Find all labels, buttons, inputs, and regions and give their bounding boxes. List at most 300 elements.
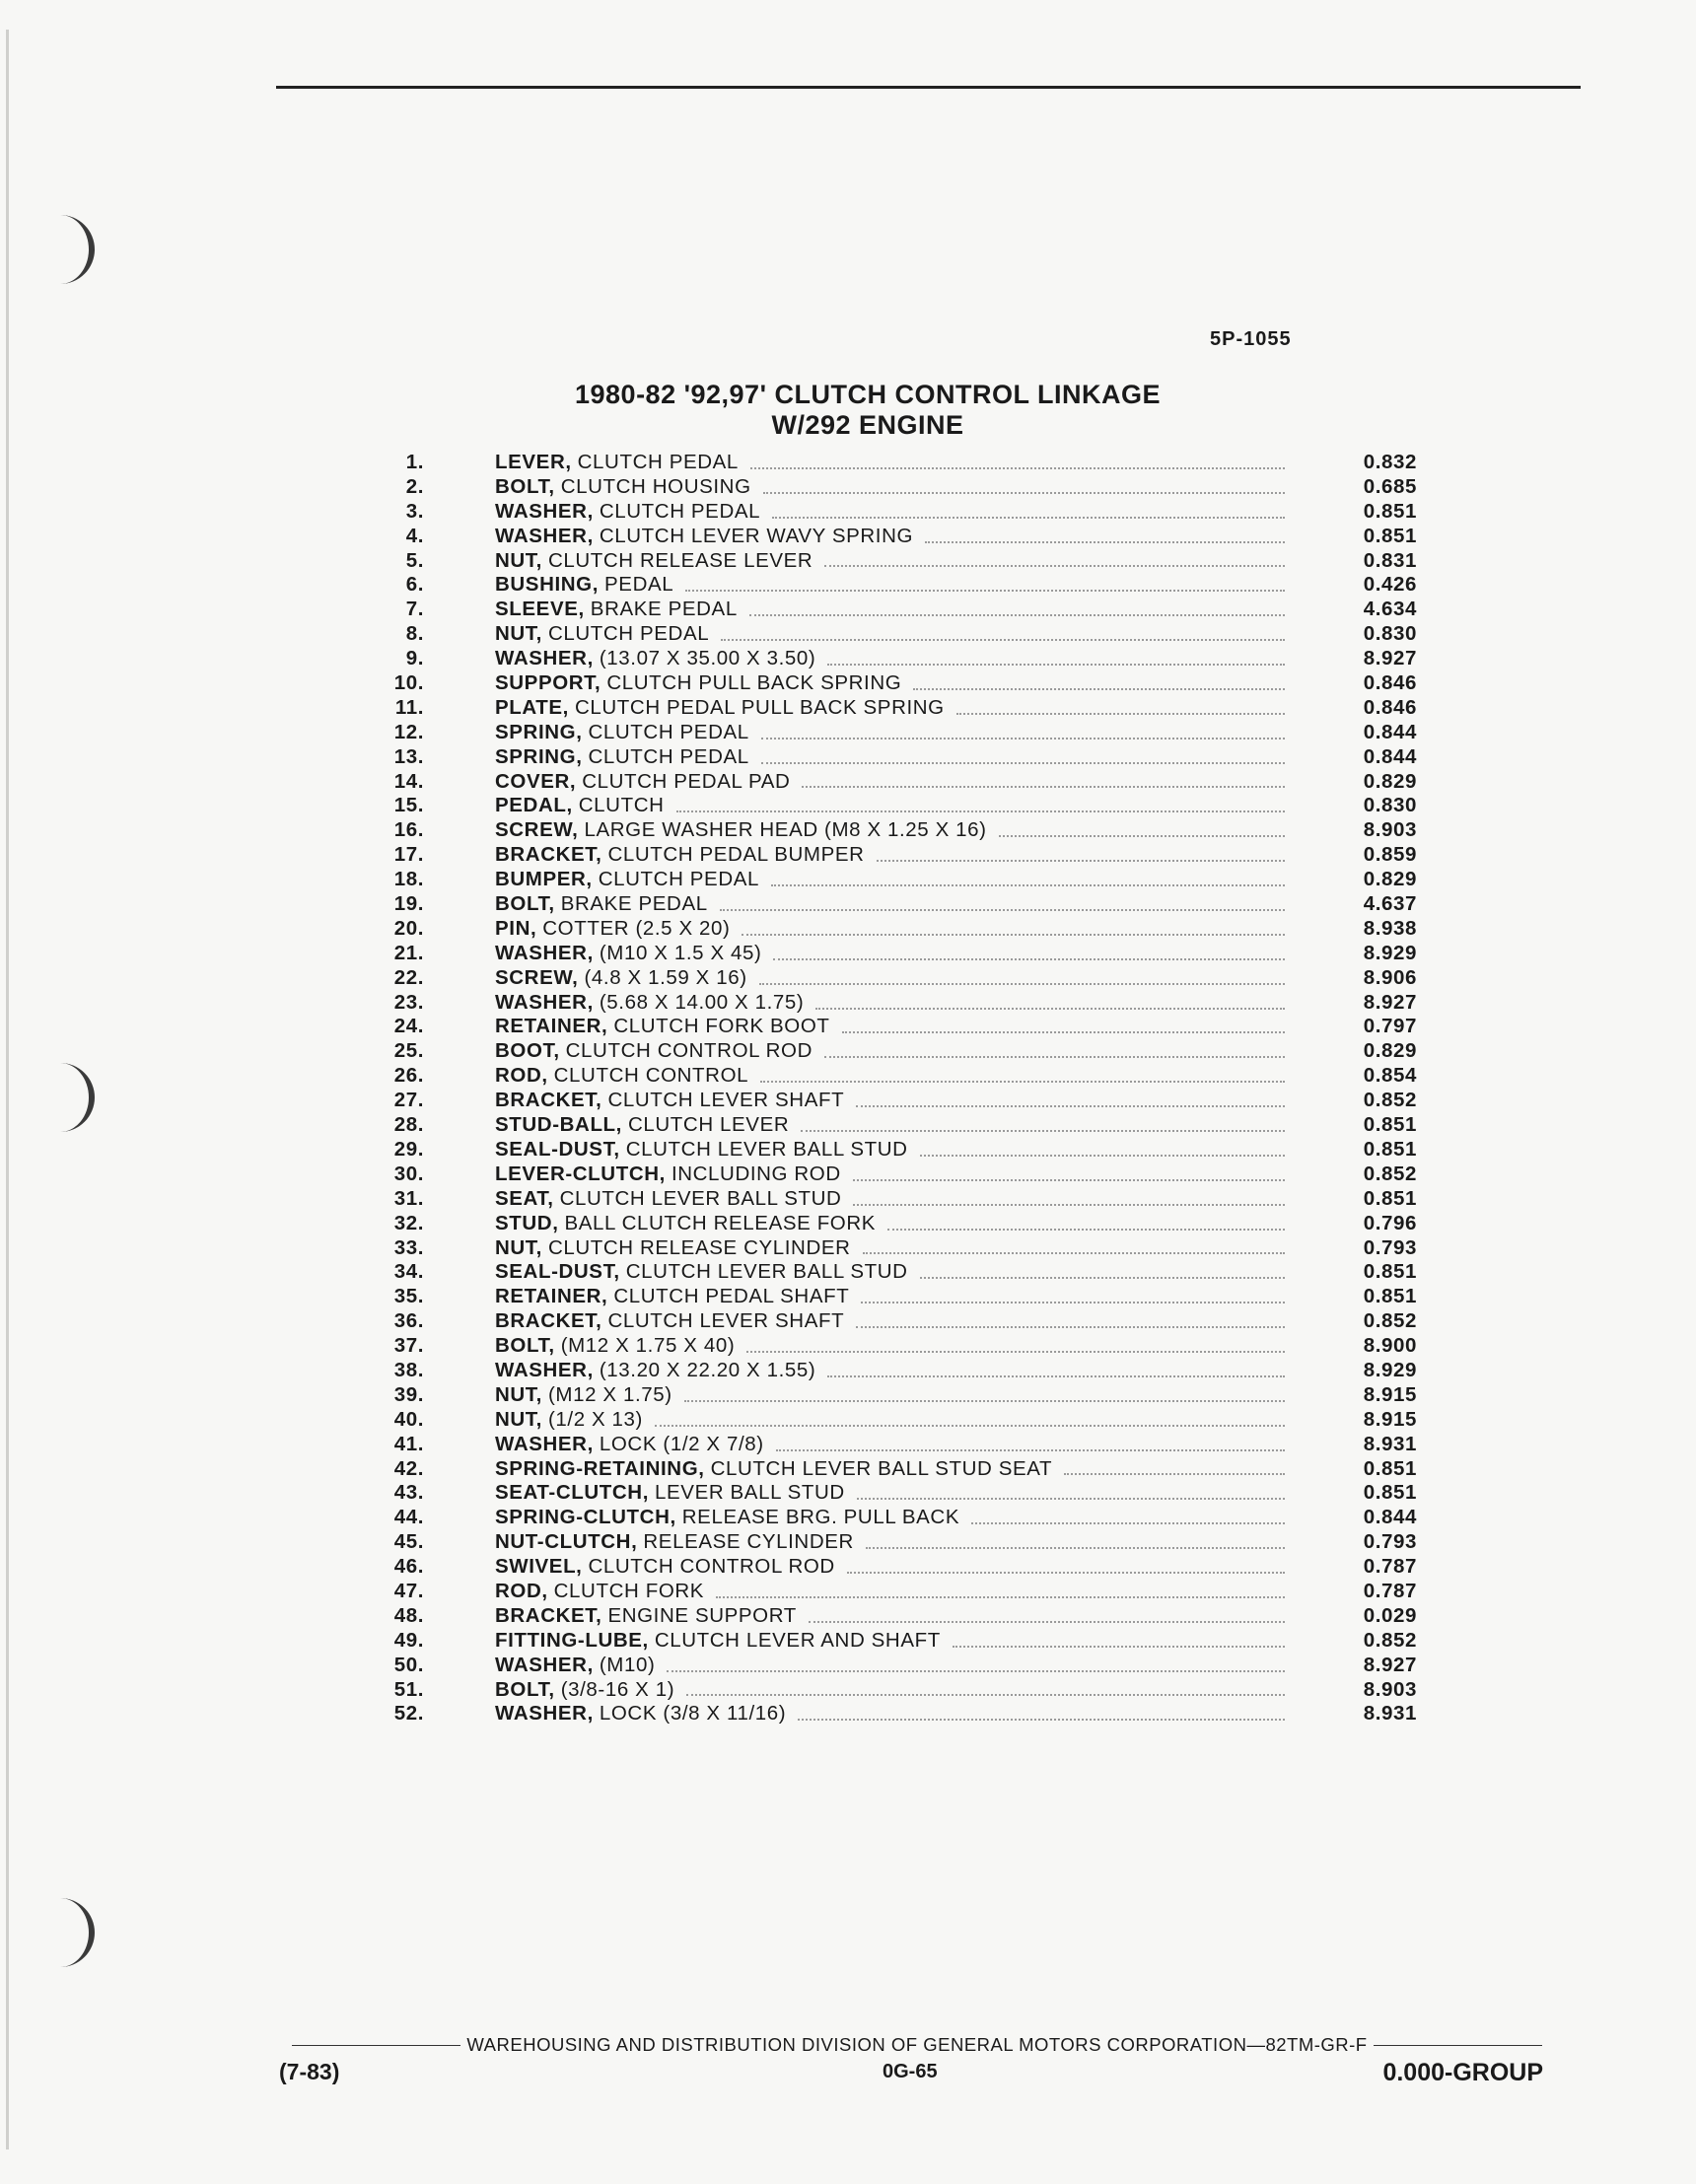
item-description: [495, 868, 1285, 892]
item-group-number: 8.927: [1363, 647, 1417, 670]
list-item: [380, 525, 1425, 549]
dot-leader: [824, 549, 1285, 568]
item-name: LEVER,: [495, 451, 572, 473]
item-description: [495, 770, 1285, 795]
item-name: SEAT,: [495, 1186, 554, 1210]
item-group-number: 0.793: [1363, 1530, 1417, 1554]
item-description: [495, 892, 1285, 917]
section-code: 5P-1055: [1210, 328, 1292, 350]
item-name: NUT,: [495, 1407, 542, 1431]
dot-leader: [842, 1015, 1285, 1033]
dot-leader: [920, 1138, 1285, 1157]
item-detail: CLUTCH LEVER: [627, 1113, 790, 1137]
item-detail: ENGINE SUPPORT: [607, 1603, 797, 1627]
list-item: [380, 1433, 1425, 1457]
page-title: 1980-82 '92,97' CLUTCH CONTROL LINKAGE: [575, 380, 1161, 409]
item-group-number: 0.852: [1363, 1089, 1417, 1112]
list-item: [380, 671, 1425, 696]
item-number: 35.: [393, 1285, 424, 1308]
dot-leader: [971, 1506, 1285, 1524]
list-item: [380, 868, 1425, 892]
item-number: 48.: [393, 1603, 424, 1627]
list-item: [380, 647, 1425, 671]
item-number: 14.: [393, 769, 424, 793]
item-number: 43.: [393, 1481, 424, 1505]
item-group-number: 8.915: [1363, 1407, 1417, 1431]
item-number: 21.: [393, 941, 424, 964]
binder-hole-middle: [51, 1063, 95, 1132]
item-number: 42.: [393, 1456, 424, 1480]
item-description: [495, 1309, 1285, 1334]
item-number: 34.: [393, 1260, 424, 1284]
dot-leader: [776, 1433, 1285, 1451]
item-description: [495, 696, 1285, 721]
item-detail: (5.68 X 14.00 X 1.75): [599, 990, 805, 1014]
item-group-number: 8.927: [1363, 990, 1417, 1014]
item-detail: CLUTCH LEVER SHAFT: [607, 1309, 845, 1333]
item-description: [495, 1187, 1285, 1212]
item-name: BRACKET,: [495, 843, 602, 867]
item-number: 32.: [393, 1211, 424, 1234]
item-detail: CLUTCH RELEASE CYLINDER: [547, 1235, 851, 1259]
item-detail: CLUTCH PEDAL: [577, 451, 739, 473]
item-group-number: 0.426: [1363, 573, 1417, 597]
item-name: WASHER,: [495, 1358, 594, 1381]
item-description: [495, 598, 1285, 622]
list-item: [380, 991, 1425, 1016]
dot-leader: [761, 721, 1285, 740]
binder-hole-top: [51, 215, 95, 284]
dot-leader: [742, 917, 1285, 936]
item-group-number: 0.851: [1363, 499, 1417, 523]
item-name: SEAT-CLUTCH,: [495, 1481, 650, 1505]
item-number: 6.: [405, 573, 424, 597]
list-item: [380, 818, 1425, 843]
list-item: [380, 892, 1425, 917]
list-item: [380, 1629, 1425, 1654]
item-description: [495, 917, 1285, 942]
list-item: [380, 843, 1425, 868]
item-description: [495, 573, 1285, 598]
item-detail: (13.07 X 35.00 X 3.50): [599, 647, 816, 670]
item-number: 52.: [393, 1702, 424, 1726]
item-group-number: 0.829: [1363, 769, 1417, 793]
item-group-number: 0.029: [1363, 1603, 1417, 1627]
item-number: 10.: [393, 671, 424, 695]
binder-hole-bottom: [51, 1898, 95, 1967]
item-name: SWIVEL,: [495, 1555, 583, 1579]
item-number: 4.: [405, 524, 424, 547]
item-description: [495, 1408, 1285, 1433]
page-subtitle: W/292 ENGINE: [771, 410, 964, 440]
item-description: [495, 794, 1285, 818]
item-detail: CLUTCH PEDAL: [547, 622, 710, 646]
item-detail: LOCK (1/2 X 7/8): [599, 1432, 764, 1455]
item-description: [495, 991, 1285, 1016]
dot-leader: [667, 1654, 1285, 1672]
item-number: 30.: [393, 1162, 424, 1185]
list-item: [380, 475, 1425, 500]
list-item: [380, 622, 1425, 647]
list-item: [380, 1481, 1425, 1506]
item-detail: (M12 X 1.75): [547, 1382, 672, 1406]
item-group-number: 0.851: [1363, 524, 1417, 547]
item-description: [495, 1089, 1285, 1113]
list-item: [380, 917, 1425, 942]
list-item: [380, 1678, 1425, 1703]
item-description: [495, 1113, 1285, 1138]
item-number: 11.: [394, 695, 424, 719]
item-description: [495, 745, 1285, 770]
item-name: BRACKET,: [495, 1089, 602, 1112]
dot-leader: [684, 1383, 1285, 1402]
item-detail: (13.20 X 22.20 X 1.55): [599, 1358, 816, 1381]
item-group-number: 0.851: [1363, 1260, 1417, 1284]
item-name: BUMPER,: [495, 868, 593, 891]
item-number: 50.: [393, 1653, 424, 1676]
item-group-number: 0.685: [1363, 474, 1417, 498]
item-number: 31.: [393, 1186, 424, 1210]
item-detail: CLUTCH CONTROL ROD: [565, 1039, 813, 1063]
item-detail: CLUTCH LEVER BALL STUD: [625, 1137, 908, 1161]
item-name: PIN,: [495, 916, 537, 940]
item-name: WASHER,: [495, 941, 594, 964]
list-item: [380, 1113, 1425, 1138]
item-detail: CLUTCH LEVER AND SHAFT: [654, 1628, 941, 1652]
item-group-number: 0.851: [1363, 1285, 1417, 1308]
dot-leader: [920, 1260, 1285, 1279]
item-number: 38.: [393, 1358, 424, 1381]
item-name: WASHER,: [495, 499, 594, 523]
list-item: [380, 1530, 1425, 1555]
item-detail: RELEASE BRG. PULL BACK: [681, 1506, 960, 1529]
item-number: 29.: [393, 1137, 424, 1161]
item-group-number: 4.637: [1363, 892, 1417, 916]
dot-leader: [772, 500, 1285, 519]
item-group-number: 8.938: [1363, 916, 1417, 940]
item-number: 2.: [405, 474, 424, 498]
item-name: BOLT,: [495, 892, 555, 916]
item-name: SEAL-DUST,: [495, 1260, 620, 1284]
item-number: 1.: [405, 451, 424, 473]
list-item: [380, 1015, 1425, 1039]
item-name: BUSHING,: [495, 573, 600, 597]
item-group-number: 8.929: [1363, 1358, 1417, 1381]
item-detail: LEVER BALL STUD: [655, 1481, 845, 1505]
item-name: WASHER,: [495, 1702, 594, 1726]
item-name: WASHER,: [495, 647, 594, 670]
item-detail: LARGE WASHER HEAD (M8 X 1.25 X 16): [584, 818, 987, 842]
item-detail: CLUTCH LEVER WAVY SPRING: [599, 524, 914, 547]
item-name: WASHER,: [495, 524, 594, 547]
item-group-number: 0.851: [1363, 1137, 1417, 1161]
dot-leader: [721, 622, 1285, 641]
item-group-number: 0.854: [1363, 1064, 1417, 1088]
dot-leader: [720, 892, 1285, 911]
dot-leader: [856, 1089, 1285, 1107]
item-number: 27.: [393, 1089, 424, 1112]
item-number: 47.: [393, 1579, 424, 1602]
item-group-number: 0.844: [1363, 1506, 1417, 1529]
dot-leader: [857, 1481, 1285, 1500]
list-item: [380, 1654, 1425, 1678]
item-detail: CLUTCH PEDAL BUMPER: [607, 843, 865, 867]
item-description: [495, 1138, 1285, 1162]
dot-leader: [853, 1187, 1285, 1206]
item-detail: RELEASE CYLINDER: [643, 1530, 854, 1554]
item-group-number: 8.929: [1363, 941, 1417, 964]
item-description: [495, 1654, 1285, 1678]
dot-leader: [953, 1629, 1285, 1648]
item-detail: (M12 X 1.75 X 40): [560, 1334, 736, 1358]
item-description: [495, 549, 1285, 574]
item-group-number: 8.931: [1363, 1432, 1417, 1455]
list-item: [380, 549, 1425, 574]
list-item: [380, 451, 1425, 475]
dot-leader: [999, 818, 1285, 837]
item-description: [495, 1629, 1285, 1654]
footer-division: WAREHOUSING AND DISTRIBUTION DIVISION OF GENERAL MOTORS CORPORATION—82TM-GR-F: [466, 2034, 1368, 2055]
item-name: SPRING,: [495, 744, 583, 768]
item-description: [495, 1015, 1285, 1039]
dot-leader: [750, 451, 1285, 469]
item-group-number: 0.796: [1363, 1211, 1417, 1234]
dot-leader: [863, 1236, 1285, 1255]
list-item: [380, 770, 1425, 795]
item-group-number: 8.900: [1363, 1334, 1417, 1358]
list-item: [380, 696, 1425, 721]
parts-list: [380, 451, 1425, 1726]
item-number: 40.: [393, 1407, 424, 1431]
item-detail: CLUTCH LEVER BALL STUD: [625, 1260, 908, 1284]
item-number: 20.: [393, 916, 424, 940]
item-group-number: 0.831: [1363, 548, 1417, 572]
item-name: NUT,: [495, 1382, 542, 1406]
dot-leader: [763, 475, 1285, 494]
footer-page-number: 0G-65: [883, 2061, 938, 2082]
item-number: 39.: [393, 1382, 424, 1406]
dot-leader: [676, 794, 1285, 812]
list-item: [380, 1260, 1425, 1285]
dot-leader: [802, 770, 1285, 789]
item-detail: CLUTCH PEDAL: [588, 744, 749, 768]
item-number: 36.: [393, 1309, 424, 1333]
list-item: [380, 1138, 1425, 1162]
item-description: [495, 1580, 1285, 1604]
item-description: [495, 818, 1285, 843]
item-name: SLEEVE,: [495, 598, 585, 621]
list-item: [380, 1162, 1425, 1187]
list-item: [380, 1039, 1425, 1064]
item-name: SCREW,: [495, 965, 579, 989]
item-number: 9.: [405, 647, 424, 670]
item-name: BOLT,: [495, 1677, 555, 1701]
list-item: [380, 1604, 1425, 1629]
item-number: 46.: [393, 1555, 424, 1579]
item-description: [495, 1359, 1285, 1383]
item-detail: BALL CLUTCH RELEASE FORK: [564, 1211, 877, 1234]
item-name: BRACKET,: [495, 1309, 602, 1333]
list-item: [380, 745, 1425, 770]
item-group-number: 0.830: [1363, 794, 1417, 817]
item-number: 33.: [393, 1235, 424, 1259]
item-description: [495, 500, 1285, 525]
item-number: 13.: [393, 744, 424, 768]
dot-leader: [809, 1604, 1285, 1623]
footer-division-line: [286, 2034, 1548, 2056]
item-detail: (1/2 X 13): [547, 1407, 643, 1431]
dot-leader: [798, 1702, 1285, 1721]
list-item: [380, 966, 1425, 991]
item-group-number: 0.844: [1363, 720, 1417, 743]
item-detail: CLUTCH LEVER BALL STUD SEAT: [710, 1456, 1053, 1480]
dot-leader: [759, 966, 1285, 985]
item-description: [495, 647, 1285, 671]
item-detail: CLUTCH LEVER SHAFT: [607, 1089, 845, 1112]
list-item: [380, 721, 1425, 745]
item-group-number: 0.846: [1363, 695, 1417, 719]
item-description: [495, 1433, 1285, 1457]
dot-leader: [655, 1408, 1285, 1427]
item-name: RETAINER,: [495, 1015, 608, 1038]
dot-leader: [686, 1678, 1285, 1697]
dot-leader: [866, 1530, 1285, 1549]
item-description: [495, 1236, 1285, 1261]
page-edge: [6, 30, 9, 2149]
item-group-number: 0.830: [1363, 622, 1417, 646]
list-item: [380, 1580, 1425, 1604]
item-name: BOLT,: [495, 474, 555, 498]
item-group-number: 4.634: [1363, 598, 1417, 621]
dot-leader: [815, 991, 1285, 1010]
item-detail: BRAKE PEDAL: [560, 892, 708, 916]
item-name: SPRING-CLUTCH,: [495, 1506, 676, 1529]
list-item: [380, 573, 1425, 598]
item-description: [495, 1678, 1285, 1703]
item-detail: CLUTCH: [578, 794, 665, 817]
item-number: 24.: [393, 1015, 424, 1038]
item-group-number: 0.787: [1363, 1555, 1417, 1579]
item-description: [495, 1039, 1285, 1064]
dot-leader: [749, 598, 1285, 616]
item-group-number: 0.851: [1363, 1481, 1417, 1505]
item-detail: PEDAL: [604, 573, 674, 597]
item-detail: CLUTCH FORK: [553, 1579, 705, 1602]
item-name: SPRING-RETAINING,: [495, 1456, 705, 1480]
item-group-number: 0.851: [1363, 1456, 1417, 1480]
item-detail: CLUTCH FORK BOOT: [613, 1015, 830, 1038]
item-detail: (3/8-16 X 1): [560, 1677, 675, 1701]
item-description: [495, 843, 1285, 868]
dot-leader: [913, 671, 1285, 690]
item-name: LEVER-CLUTCH,: [495, 1162, 666, 1185]
list-item: [380, 1309, 1425, 1334]
list-item: [380, 598, 1425, 622]
list-item: [380, 500, 1425, 525]
footer-group: 0.000-GROUP: [1382, 2059, 1543, 2086]
list-item: [380, 1506, 1425, 1530]
item-group-number: 0.793: [1363, 1235, 1417, 1259]
item-group-number: 8.927: [1363, 1653, 1417, 1676]
item-description: [495, 525, 1285, 549]
item-name: RETAINER,: [495, 1285, 608, 1308]
item-detail: CLUTCH PEDAL PULL BACK SPRING: [574, 695, 945, 719]
item-number: 12.: [393, 720, 424, 743]
item-detail: (M10 X 1.5 X 45): [599, 941, 762, 964]
dot-leader: [827, 1359, 1285, 1377]
list-item: [380, 1187, 1425, 1212]
item-number: 23.: [393, 990, 424, 1014]
item-detail: CLUTCH PEDAL PAD: [582, 769, 791, 793]
item-name: SPRING,: [495, 720, 583, 743]
dot-leader: [861, 1285, 1285, 1303]
item-detail: INCLUDING ROD: [671, 1162, 841, 1185]
item-description: [495, 1457, 1285, 1482]
item-detail: CLUTCH PEDAL SHAFT: [613, 1285, 850, 1308]
item-name: BOOT,: [495, 1039, 560, 1063]
item-group-number: 8.915: [1363, 1382, 1417, 1406]
item-group-number: 0.846: [1363, 671, 1417, 695]
item-number: 51.: [393, 1677, 424, 1701]
list-item: [380, 1236, 1425, 1261]
item-name: FITTING-LUBE,: [495, 1628, 649, 1652]
dot-leader: [773, 942, 1285, 960]
item-number: 8.: [405, 622, 424, 646]
dot-leader: [685, 573, 1285, 592]
item-description: [495, 1383, 1285, 1408]
dot-leader: [856, 1309, 1285, 1328]
item-number: 26.: [393, 1064, 424, 1088]
item-description: [495, 1481, 1285, 1506]
item-name: ROD,: [495, 1579, 548, 1602]
list-item: [380, 1702, 1425, 1726]
item-group-number: 0.832: [1363, 451, 1417, 473]
item-description: [495, 475, 1285, 500]
item-name: STUD-BALL,: [495, 1113, 622, 1137]
item-group-number: 8.931: [1363, 1702, 1417, 1726]
list-item: [380, 1359, 1425, 1383]
item-group-number: 0.859: [1363, 843, 1417, 867]
item-detail: CLUTCH PULL BACK SPRING: [606, 671, 902, 695]
item-number: 19.: [393, 892, 424, 916]
list-item: [380, 1285, 1425, 1309]
item-name: PEDAL,: [495, 794, 573, 817]
item-name: WASHER,: [495, 990, 594, 1014]
item-group-number: 0.852: [1363, 1628, 1417, 1652]
item-description: [495, 1334, 1285, 1359]
item-description: [495, 1260, 1285, 1285]
item-group-number: 0.797: [1363, 1015, 1417, 1038]
item-name: SCREW,: [495, 818, 579, 842]
item-detail: CLUTCH PEDAL: [599, 499, 761, 523]
item-name: BOLT,: [495, 1334, 555, 1358]
item-group-number: 0.787: [1363, 1579, 1417, 1602]
dot-leader: [956, 696, 1285, 715]
dot-leader: [771, 868, 1285, 886]
item-number: 3.: [405, 499, 424, 523]
dot-leader: [801, 1113, 1285, 1132]
item-group-number: 0.852: [1363, 1162, 1417, 1185]
item-detail: CLUTCH CONTROL ROD: [588, 1555, 835, 1579]
list-item: [380, 1089, 1425, 1113]
item-description: [495, 1702, 1285, 1726]
dot-leader: [760, 1064, 1285, 1083]
footer-rule-right: [1374, 2045, 1542, 2046]
item-group-number: 0.829: [1363, 868, 1417, 891]
item-description: [495, 1555, 1285, 1580]
item-detail: CLUTCH HOUSING: [560, 474, 751, 498]
item-group-number: 0.851: [1363, 1113, 1417, 1137]
